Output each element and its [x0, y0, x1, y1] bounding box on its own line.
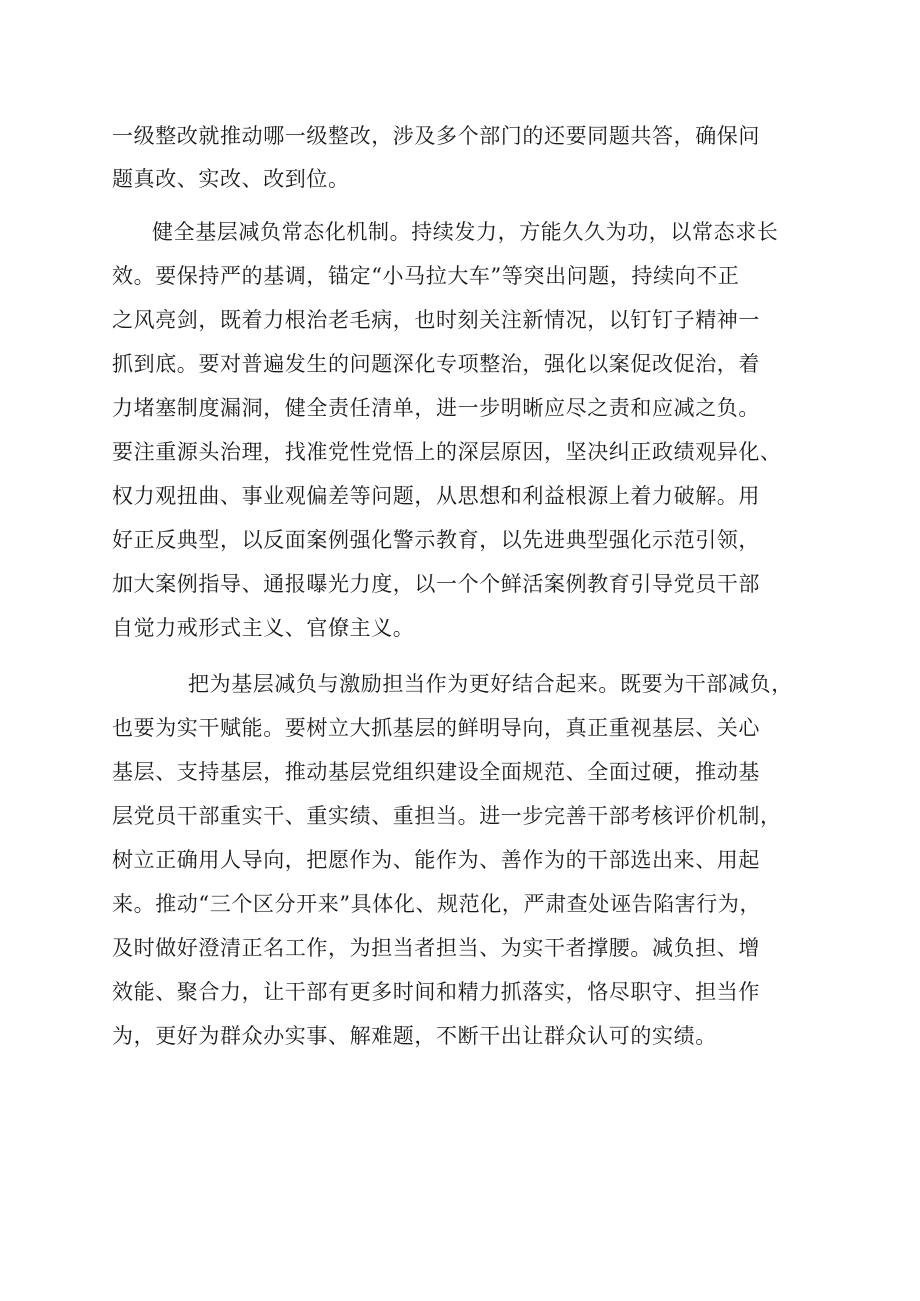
paragraph-3-line-1: 把为基层减负与激励担当作为更好结合起来。既要为干部减负， [188, 672, 793, 696]
paragraph-3-line-5: 树立正确用人导向，把愿作为、能作为、善作为的干部选出来、用起 [112, 848, 760, 872]
paragraph-3-line-4: 层党员干部重实干、重实绩、重担当。进一步完善干部考核评价机制， [112, 804, 782, 828]
paragraph-2-line-3: 之风亮剑，既着力根治老毛病，也时刻关注新情况，以钉钉子精神一 [112, 308, 760, 332]
paragraph-3-line-7: 及时做好澄清正名工作，为担当者担当、为实干者撑腰。减负担、增 [112, 936, 760, 960]
paragraph-3-line-3: 基层、支持基层，推动基层党组织建设全面规范、全面过硬，推动基 [112, 760, 760, 784]
paragraph-2-line-6: 要注重源头治理，找准党性党悟上的深层原因，坚决纠正政绩观异化、 [112, 440, 782, 464]
paragraph-3-line-8: 效能、聚合力，让干部有更多时间和精力抓落实，恪尽职守、担当作 [112, 980, 760, 1004]
paragraph-2-line-10: 自觉力戒形式主义、官僚主义。 [112, 616, 415, 640]
paragraph-2-line-9: 加大案例指导、通报曝光力度，以一个个鲜活案例教育引导党员干部 [112, 572, 760, 596]
paragraph-3-line-9: 为，更好为群众办实事、解难题，不断干出让群众认可的实绩。 [112, 1024, 717, 1048]
paragraph-2-line-2: 效。要保持严的基调，锚定“小马拉大车”等突出问题，持续向不正 [112, 264, 740, 288]
paragraph-2-line-7: 权力观扭曲、事业观偏差等问题，从思想和利益根源上着力破解。用 [112, 484, 760, 508]
paragraph-2-line-8: 好正反典型，以反面案例强化警示教育，以先进典型强化示范引领， [112, 528, 760, 552]
paragraph-3-line-2: 也要为实干赋能。要树立大抓基层的鲜明导向，真正重视基层、关心 [112, 716, 760, 740]
paragraph-1-line-2: 题真改、实改、改到位。 [112, 167, 350, 191]
paragraph-3-line-6: 来。推动“三个区分开来”具体化、规范化，严肃查处诬告陷害行为， [112, 892, 762, 916]
paragraph-2-line-5: 力堵塞制度漏洞，健全责任清单，进一步明晰应尽之责和应减之负。 [112, 396, 760, 420]
paragraph-1-line-1: 一级整改就推动哪一级整改，涉及多个部门的还要同题共答，确保问 [112, 124, 760, 148]
paragraph-2-line-1: 健全基层减负常态化机制。持续发力，方能久久为功，以常态求长 [152, 220, 779, 244]
paragraph-2-line-4: 抓到底。要对普遍发生的问题深化专项整治，强化以案促改促治，着 [112, 352, 760, 376]
